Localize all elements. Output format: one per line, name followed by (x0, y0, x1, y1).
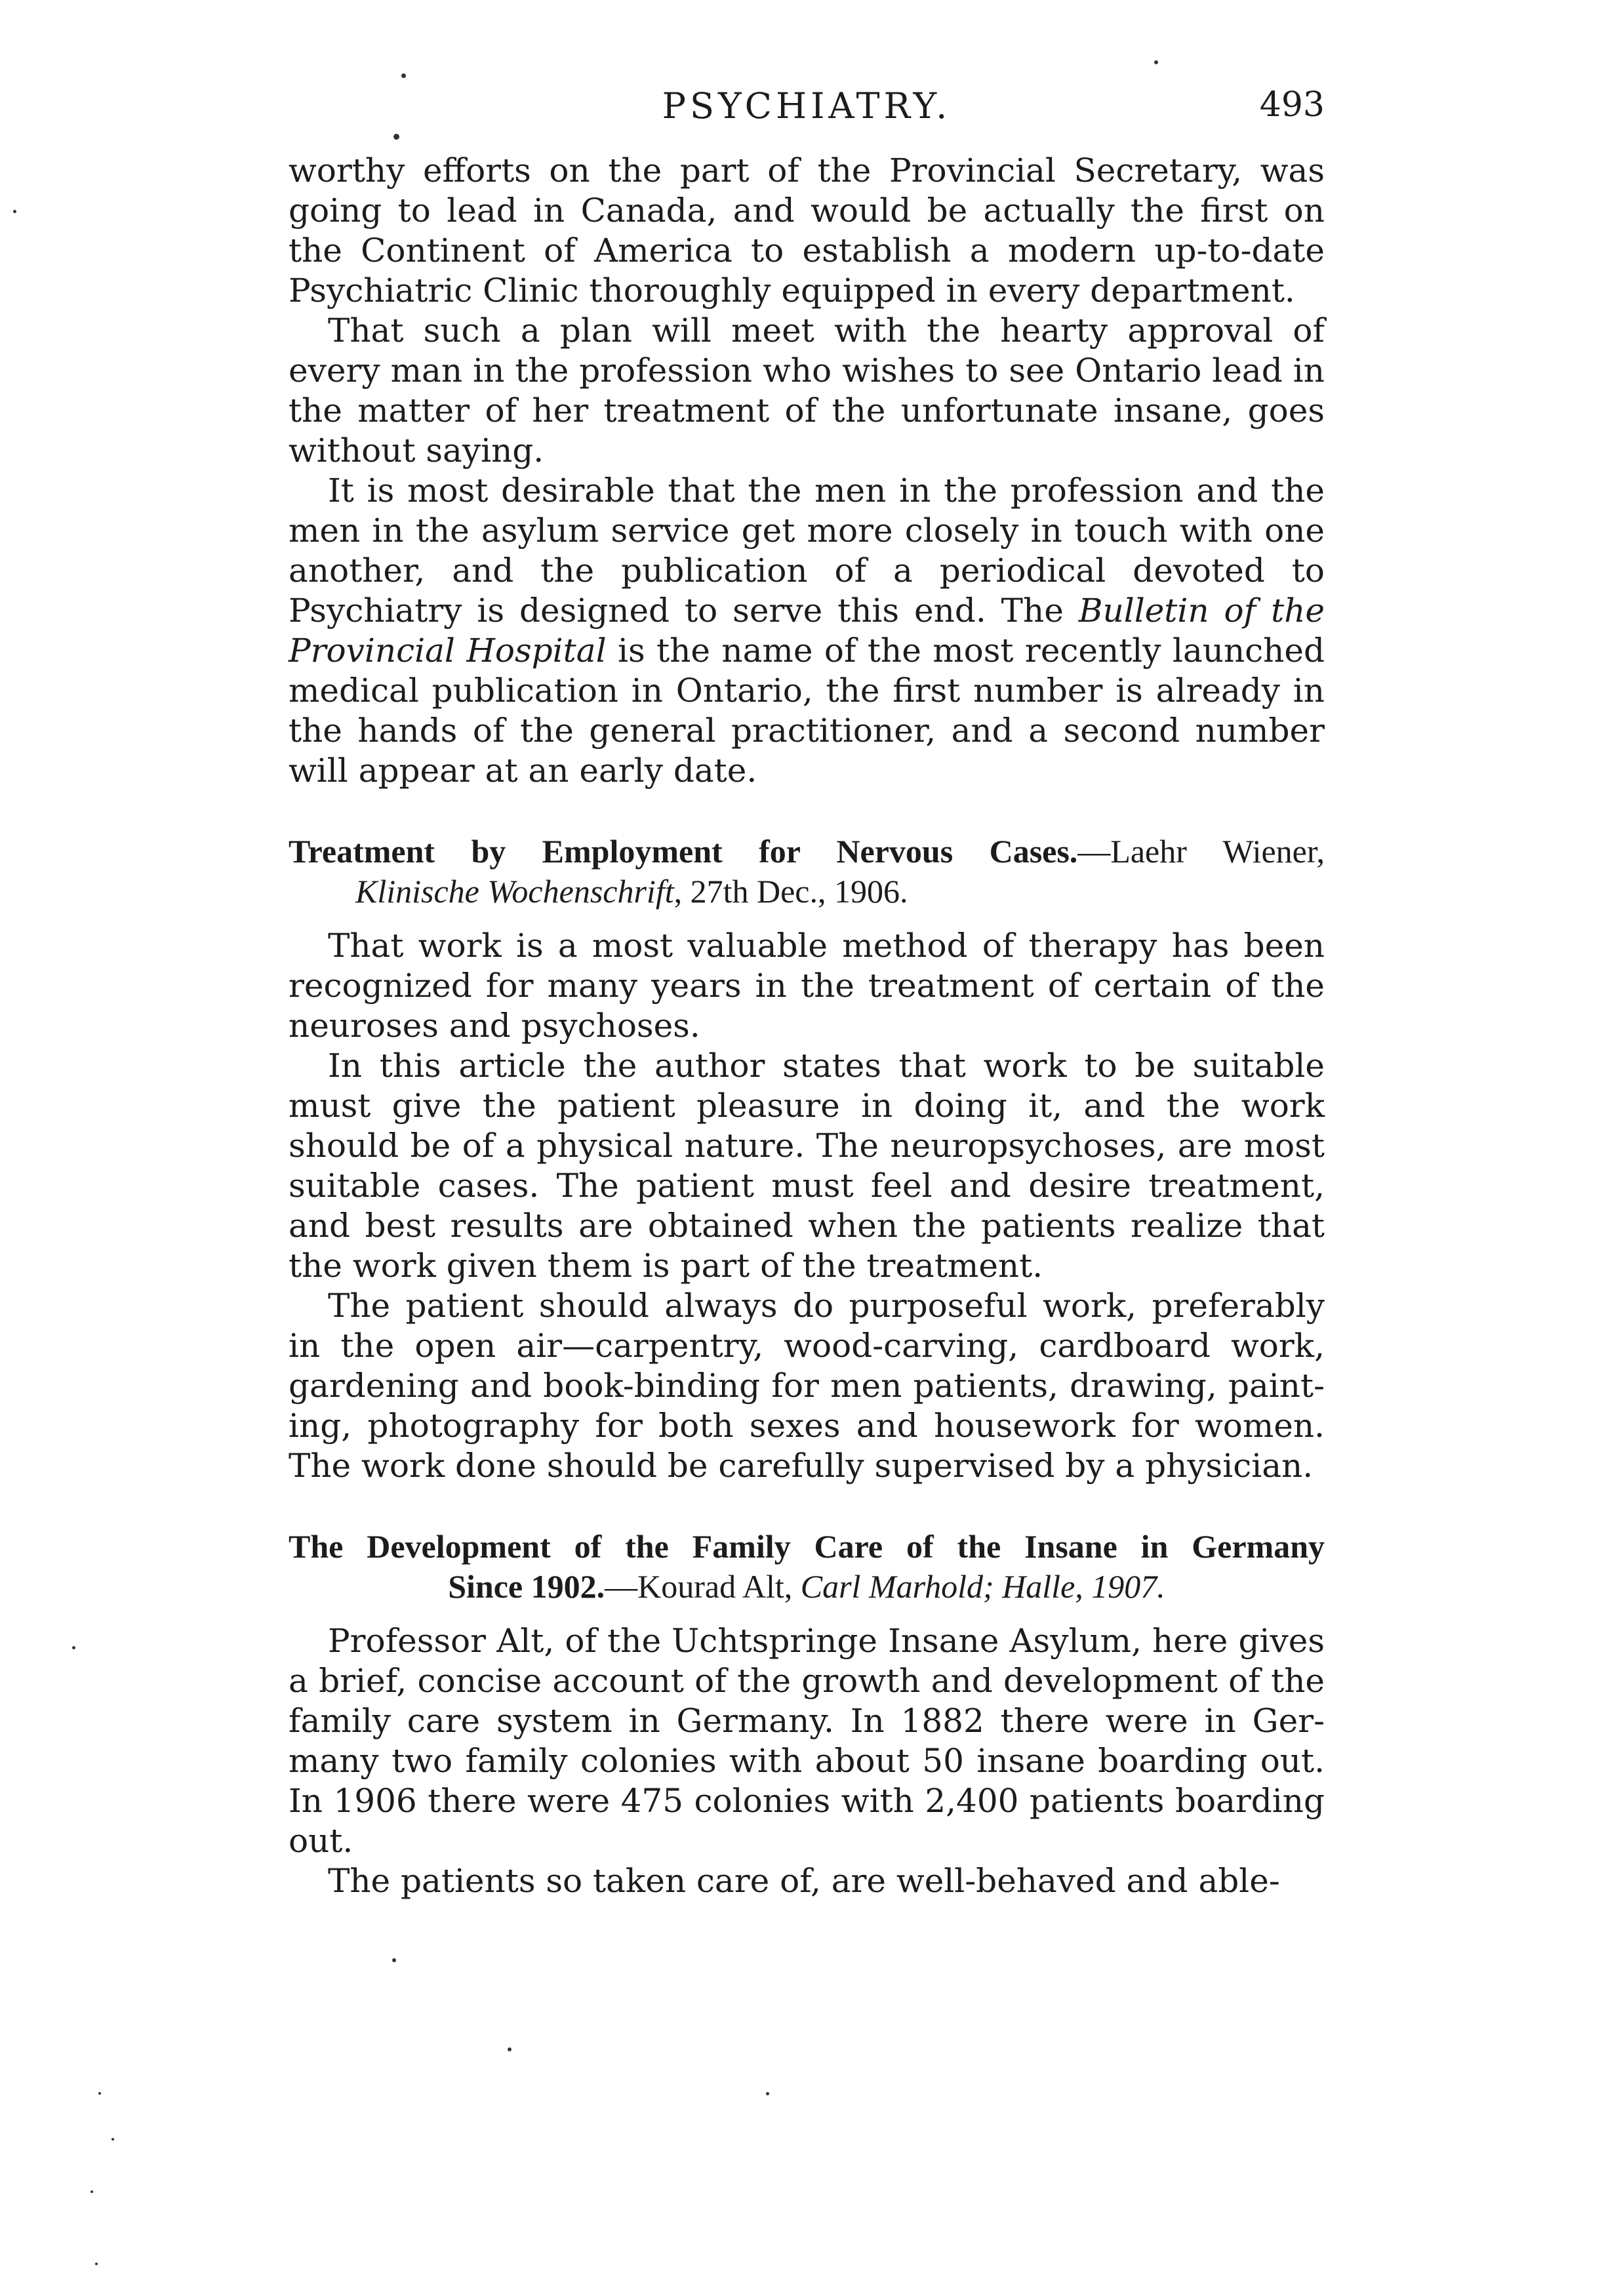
scan-speck (401, 73, 406, 78)
intro-paragraph-3-text-b: is the name of the most recently launched medical publication in Ontario, the first number is already in the hands of the general practitioner, and a second number will appear at an early date. (289, 632, 1325, 790)
intro-paragraph-1: worthy efforts on the part of the Provincial Secretary, was going to lead in Canada, and would be actually the first on the Continent of America to establish a modern up-to-date Psychiatric Clinic thoroughly equipped in every department. (289, 151, 1325, 310)
journal-page (289, 79, 1325, 1901)
scan-speck (90, 2190, 93, 2193)
scan-speck (766, 2092, 769, 2095)
intro-paragraph-2: That such a plan will meet with the hearty approval of every man in the profession who wishes to see Ontario lead in the matter of her treatment of the unfortunate insane, goes without saying. (289, 312, 1325, 470)
page-number: 493 (1259, 85, 1325, 125)
section-author: —Kourad Alt, (605, 1568, 801, 1605)
scan-speck (508, 2047, 512, 2051)
section1-paragraph-3: The patient should always do purposeful work, preferably in the open air—carpentry, wood-carving, cardboard work, gardening and book-binding for men patients, drawing, painting, photography for both sexes and housework for women. The work done should be carefully supervised by a physician. (289, 1287, 1325, 1485)
section2-paragraph-2: The patients so taken care of, are well-behaved and able- (328, 1862, 1280, 1900)
publication-date: , 27th Dec., 1906. (673, 873, 908, 910)
scan-speck (72, 1646, 75, 1649)
section2-paragraph-1: Professor Alt, of the Uchtspringe Insane Asylum, here gives a brief, concise account of the growth and development of the family care system in Germany. In 1882 there were in Germany two family colonies with about 50 insane boarding out. In 1906 there were 475 colonies with 2,400 patients boarding out. (289, 1622, 1325, 1860)
scan-speck (13, 210, 16, 213)
section-heading-treatment-by-employment (289, 832, 1325, 912)
section-citation-line (289, 872, 1325, 912)
publisher-citation: Carl Marhold; Halle, 1907. (800, 1568, 1165, 1605)
journal-name: Klinische Wochenschrift (355, 873, 674, 910)
scan-speck (111, 2138, 114, 2141)
section-heading-line: The Development of the Family Care of the Insane in Germany (289, 1528, 1325, 1565)
section1-paragraph-2: In this article the author states that work to be suitable must give the patient pleasure in doing it, and the work should be of a physical nature. The neuropsychoses, are most suitable cases. The patient must feel and desire treatment, and best results are obtained when the patients realize that the work given them is part of the treatment. (289, 1047, 1325, 1285)
scan-speck (1154, 60, 1158, 64)
scan-speck (95, 2263, 98, 2265)
section-heading-line (289, 832, 1325, 872)
section-title-continued: Since 1902. (448, 1568, 605, 1605)
intro-paragraph-3 (289, 471, 1325, 791)
section1-paragraph-1: That work is a most valuable method of therapy has been recognized for many years in the treatment of certain of the neuroses and psychoses. (289, 927, 1325, 1045)
scan-speck (393, 134, 399, 140)
section-heading-family-care (289, 1527, 1325, 1607)
section-citation-line (289, 1567, 1325, 1607)
intro-paragraph-3-text-a: It is most desirable that the men in the profession and the men in the asylum service get more closely in touch with one another, and the publication of a periodical devoted to Psychiatry is designed to serve this end. The (289, 472, 1325, 630)
scan-speck (98, 2092, 101, 2095)
section-title: Treatment by Employment for Nervous Cases. (289, 833, 1078, 870)
scan-speck (392, 1958, 396, 1962)
section-author: —Laehr Wiener, (1077, 833, 1325, 870)
running-head (289, 79, 1325, 151)
bulletin-title: Bulletin of the Provincial Hospital (289, 592, 1325, 670)
running-title: PSYCHIATRY. (662, 85, 952, 127)
